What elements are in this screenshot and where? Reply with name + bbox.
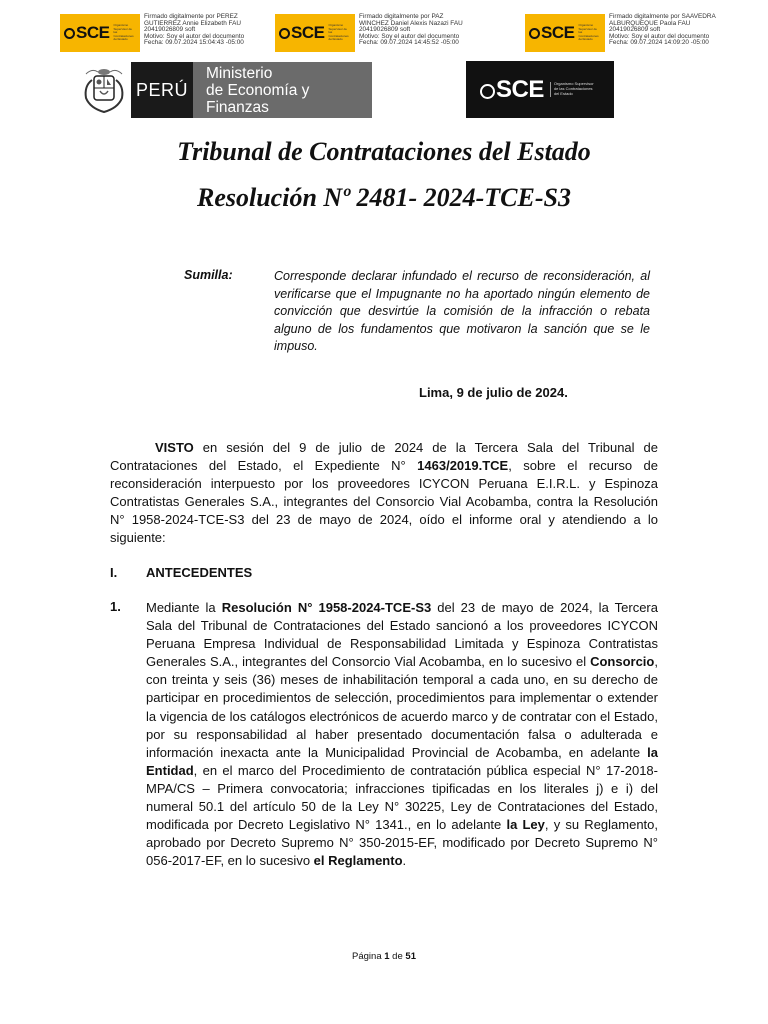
- signature-text: Firmado digitalmente por PEREZ GUTIERREZ Annie Elizabeth FAU 20419026809 soft Motivo: Soy el autor del documento Fecha: 09.07.2024 15:04:43 -05:00: [144, 13, 245, 47]
- coat-of-arms-icon: [80, 64, 128, 116]
- sumilla-label: Sumilla:: [184, 268, 233, 282]
- mef-logo: [131, 62, 372, 118]
- document-date: Lima, 9 de julio de 2024.: [419, 385, 568, 400]
- paragraph-number: 1.: [110, 599, 121, 614]
- antecedentes-paragraph-1: Mediante la Resolución N° 1958-2024-TCE-S3 del 23 de mayo de 2024, la Tercera Sala del Tribunal de Contrataciones del Estado sancionó a los proveedores ICYCON Peruana Empresa Individual de Responsabilidad Limitada y Espinoza Contratistas Generales S.A., integrantes del Consorcio Vial Acobamba, en lo sucesivo el Consorcio, con treinta y seis (36) meses de inhabilitación temporal a cada uno, en su derecho de participar en procedimientos de selección, procedimientos para implementar o extender la vigencia de los catálogos electrónicos de acuerdo marco y de contratar con el Estado, por su responsabilidad al haber presentado documentación falsa o adulterada e información inexacta ante la Municipalidad Provincial de Acobamba, en adelante la Entidad, en el marco del Procedimiento de contratación pública especial N° 17-2018-MPA/CS – Primera convocatoria; infracciones tipificadas en los literales j) e i) del numeral 50.1 del artículo 50 de la Ley N° 30225, Ley de Contrataciones del Estado, modificada por Decreto Legislativo N° 1341., en lo adelante la Ley, y su Reglamento, aprobado por Decreto Supremo N° 350-2015-EF, modificado por Decreto Supremo N° 056-2017-EF, en lo sucesivo el Reglamento.: [146, 600, 659, 869]
- osce-logo-small: SCE Organismo Supervisor de las Contrataciones del Estado: [525, 14, 605, 52]
- osce-logo-small: SCE Organismo Supervisor de las Contrataciones del Estado: [60, 14, 140, 52]
- page-number: Página 1 de 51: [352, 951, 416, 962]
- resolution-number: Resolución Nº 2481- 2024-TCE-S3: [197, 183, 571, 212]
- peru-label: PERÚ: [131, 62, 193, 118]
- osce-logo: SCE Organismo Supervisor de las Contrataciones del Estado: [466, 61, 614, 118]
- ministry-label: Ministerio de Economía y Finanzas: [193, 62, 372, 118]
- tribunal-title: Tribunal de Contrataciones del Estado: [177, 137, 591, 166]
- section-number: I.: [110, 565, 118, 580]
- signature-text: Firmado digitalmente por PAZ WINCHEZ Daniel Alexis Nazazi FAU 20419026809 soft Motivo: Soy el autor del documento Fecha: 09.07.2024 14:45:52 -05:00: [359, 13, 463, 47]
- visto-paragraph: VISTO en sesión del 9 de julio de 2024 de la Tercera Sala del Tribunal de Contrataciones del Estado, el Expediente N° 1463/2019.TCE, sobre el recurso de reconsideración interpuesto por los proveedores ICYCON Peruana E.I.R.L. y Espinoza Contratistas Generales S.A., integrantes del Consorcio Vial Acobamba, contra la Resolución N° 1958-2024-TCE-S3 del 23 de mayo de 2024, oído el informe oral y atendiendo a lo siguiente:: [110, 440, 658, 546]
- signature-text: Firmado digitalmente por SAAVEDRA ALBURQUEQUE Paola FAU 20419026809 soft Motivo: Soy el autor del documento Fecha: 09.07.2024 14:09:20 -05:00: [609, 13, 716, 47]
- section-title: ANTECEDENTES: [146, 565, 253, 580]
- osce-logo-small: SCE Organismo Supervisor de las Contrataciones del Estado: [275, 14, 355, 52]
- sumilla-text: Corresponde declarar infundado el recurso de reconsideración, al verificarse que el Impugnante no ha aportado ningún elemento de convicción que desvirtúe la comisión de la infracción o rebata alguno de los fundamentos que motivaron la sanción que se le impuso.: [274, 269, 650, 353]
